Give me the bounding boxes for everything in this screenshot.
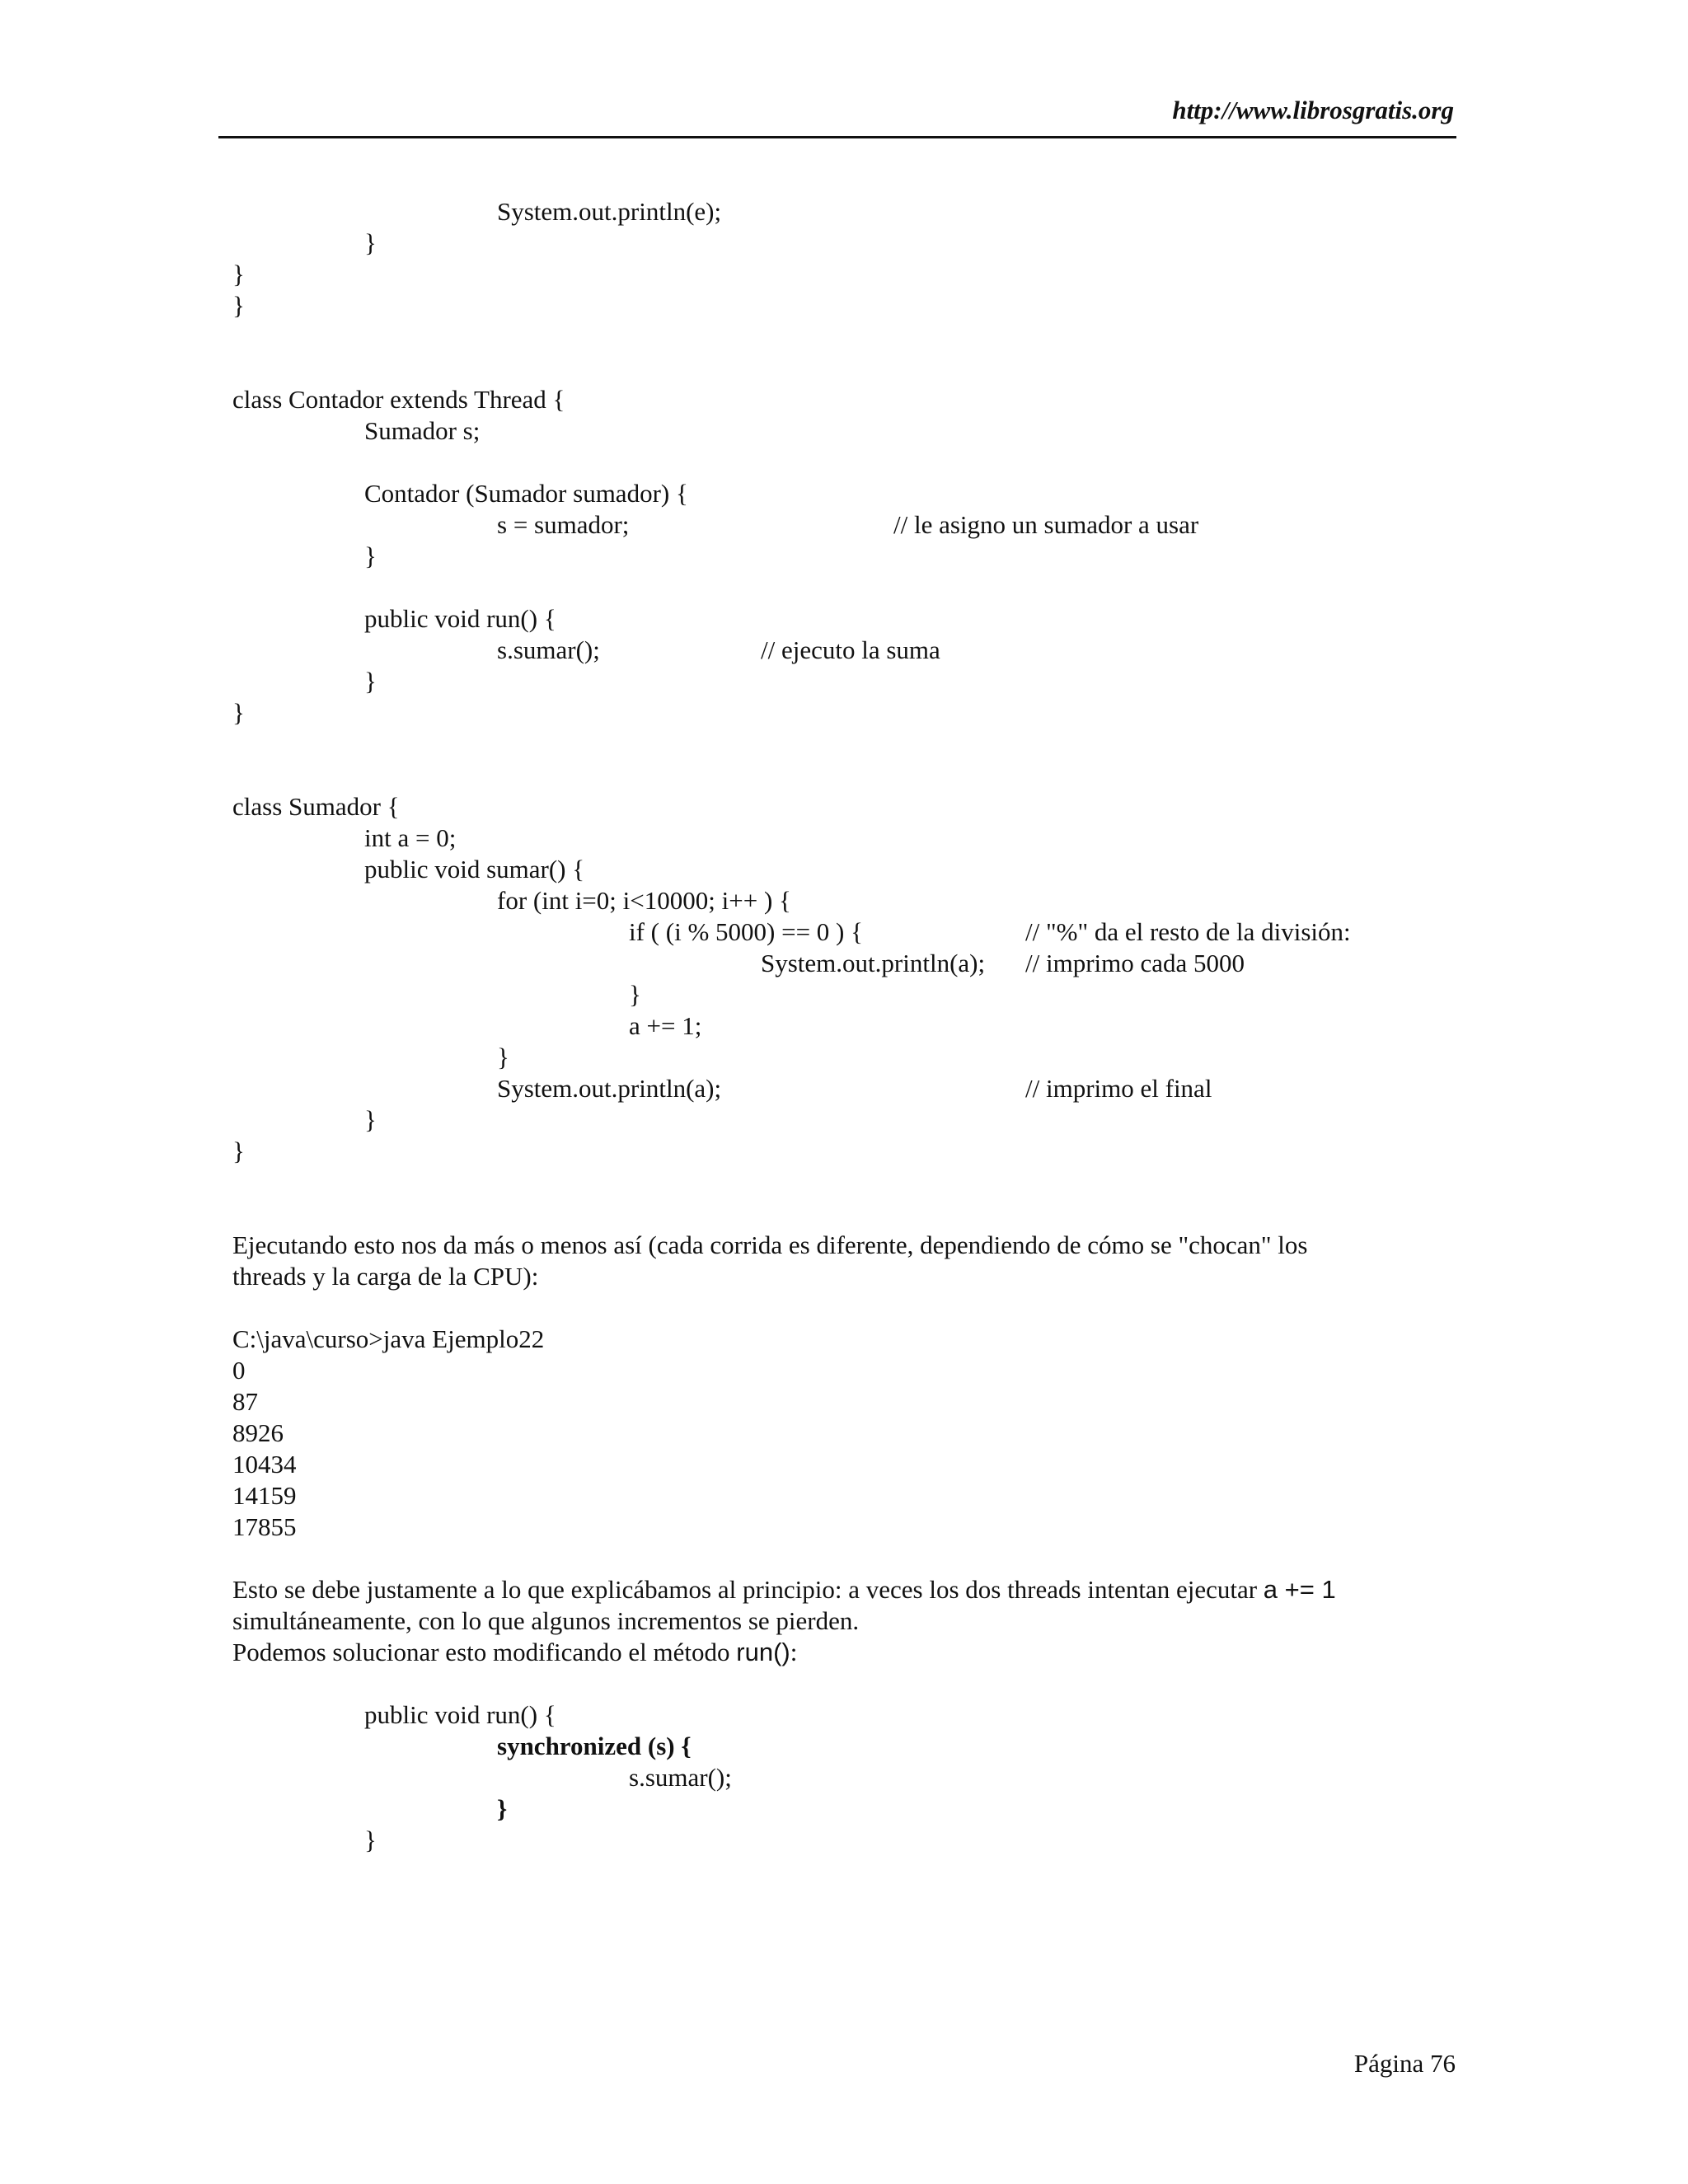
- code-line: int a = 0;: [364, 823, 457, 852]
- console-output-line: 14159: [232, 1481, 297, 1510]
- code-line: synchronized (s) {: [497, 1732, 692, 1760]
- code-line: }: [364, 228, 377, 257]
- code-comment: // le asigno un sumador a usar: [893, 510, 1199, 539]
- code-line: }: [232, 291, 245, 320]
- code-line: System.out.println(a);: [761, 949, 986, 977]
- code-line: s.sumar();: [629, 1763, 732, 1792]
- code-line: if ( (i % 5000) == 0 ) {: [629, 917, 864, 946]
- code-line: }: [364, 1825, 377, 1854]
- code-line: for (int i=0; i<10000; i++ ) {: [497, 886, 791, 915]
- inline-code: a += 1: [1263, 1575, 1336, 1604]
- code-line: public void run() {: [364, 1700, 556, 1729]
- code-line: public void run() {: [364, 604, 556, 633]
- code-comment: // "%" da el resto de la división:: [1025, 917, 1351, 946]
- code-line: class Sumador {: [232, 792, 400, 821]
- code-line: }: [364, 667, 377, 696]
- code-line: s = sumador;: [497, 510, 630, 539]
- code-comment: // imprimo cada 5000: [1025, 949, 1245, 977]
- header-rule: [218, 136, 1456, 138]
- code-line: }: [364, 1105, 377, 1134]
- body-text-run: Esto se debe justamente a lo que explicábamos al principio: a veces los dos threads intentan ejecutar: [232, 1575, 1264, 1604]
- code-line: }: [232, 1137, 245, 1165]
- code-line: Contador (Sumador sumador) {: [364, 479, 688, 508]
- body-text: threads y la carga de la CPU):: [232, 1262, 539, 1291]
- console-output-line: 0: [232, 1356, 246, 1385]
- code-comment: // ejecuto la suma: [761, 635, 940, 664]
- code-line: s.sumar();: [497, 635, 600, 664]
- code-line: }: [497, 1794, 508, 1823]
- console-command: C:\java\curso>java Ejemplo22: [232, 1324, 545, 1353]
- console-output-line: 87: [232, 1387, 258, 1416]
- console-output-line: 10434: [232, 1450, 297, 1479]
- body-text: Ejecutando esto nos da más o menos así (cada corrida es diferente, dependiendo de cómo se "chocan" los: [232, 1230, 1308, 1259]
- code-line: }: [497, 1043, 509, 1071]
- code-line: }: [364, 541, 377, 570]
- body-text-run: Podemos solucionar esto modificando el método: [232, 1638, 737, 1666]
- body-text: [232, 1574, 1336, 1605]
- code-line: class Contador extends Thread {: [232, 385, 565, 414]
- body-text: simultáneamente, con lo que algunos incrementos se pierden.: [232, 1606, 860, 1635]
- code-line: }: [232, 260, 245, 288]
- page-number: Página 76: [1353, 2049, 1456, 2078]
- code-line: Sumador s;: [364, 416, 481, 445]
- header-url: http://www.librosgratis.org: [1172, 96, 1454, 124]
- code-line: System.out.println(a);: [497, 1074, 722, 1103]
- inline-code: run(): [736, 1638, 790, 1666]
- console-output-line: 8926: [232, 1418, 284, 1447]
- body-text: [232, 1637, 797, 1668]
- code-comment: // imprimo el final: [1025, 1074, 1212, 1103]
- body-text-run: :: [790, 1638, 798, 1666]
- code-line: public void sumar() {: [364, 855, 585, 883]
- console-output-line: 17855: [232, 1512, 297, 1541]
- code-line: }: [629, 980, 641, 1009]
- code-line: a += 1;: [629, 1011, 702, 1040]
- code-line: System.out.println(e);: [497, 197, 722, 226]
- code-line: }: [232, 698, 245, 727]
